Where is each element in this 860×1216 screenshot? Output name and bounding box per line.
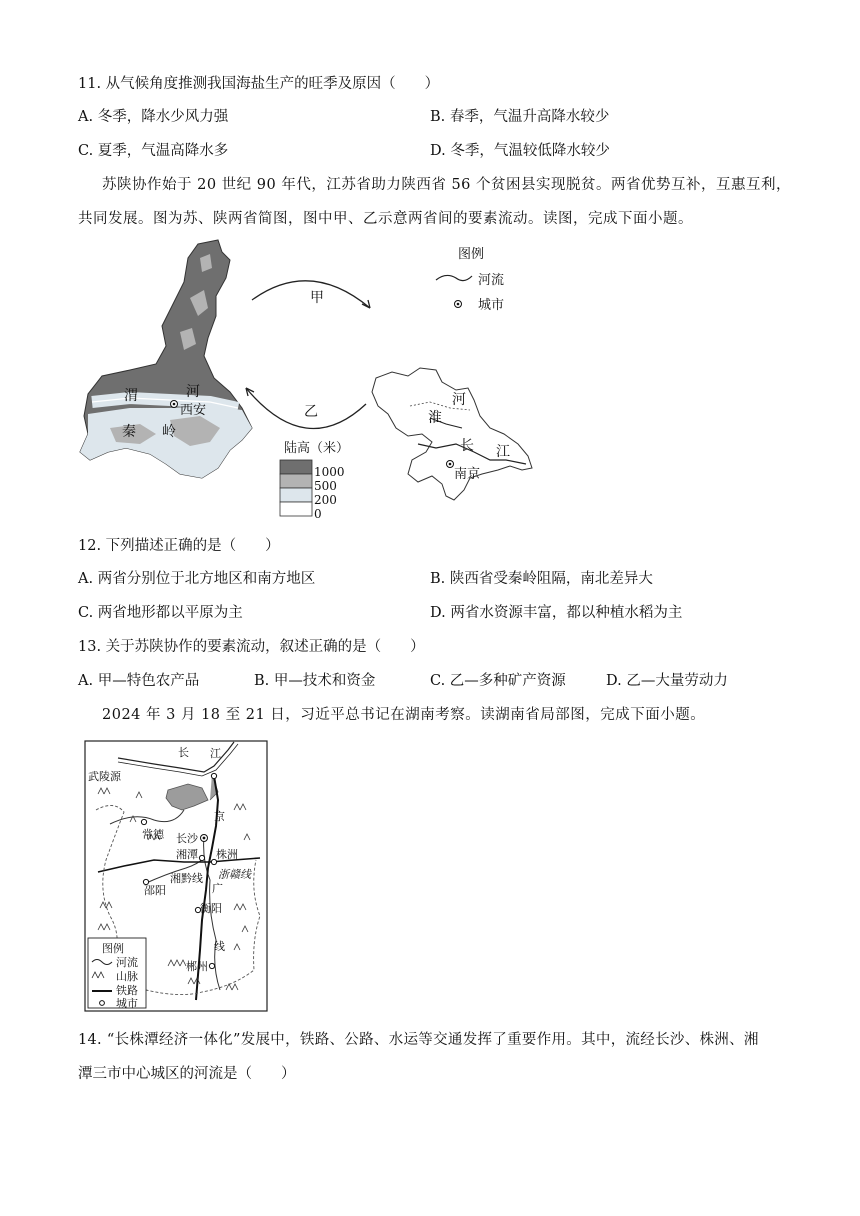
elev-1000: 1000	[314, 465, 345, 479]
q13-option-d[interactable]: D. 乙—大量劳动力	[606, 673, 728, 689]
map2-chang: 长	[178, 746, 189, 759]
map2-jing: 京	[214, 810, 225, 823]
map2-legend-city: 城市	[116, 997, 138, 1010]
elev-200: 200	[314, 493, 337, 507]
map2-xian: 线	[214, 940, 225, 953]
q11-stem: 11. 从气候角度推测我国海盐生产的旺季及原因（ ）	[78, 76, 440, 92]
passage1-line1: 苏陕协作始于 20 世纪 90 年代，江苏省助力陕西省 56 个贫困县实现脱贫。两省优势互补，互惠互利，	[102, 177, 792, 193]
elev-0: 0	[314, 507, 322, 521]
label-ling: 岭	[162, 424, 176, 440]
map2-xiangtan: 湘潭	[176, 848, 198, 861]
map2-changsha: 长沙	[176, 832, 198, 845]
map2-guang: 广	[212, 882, 223, 895]
jiangsu-province	[372, 368, 532, 500]
q12-option-d[interactable]: D. 两省水资源丰富，都以种植水稻为主	[430, 605, 683, 621]
map2-xiangqian: 湘黔线	[170, 872, 203, 885]
elev-500: 500	[314, 479, 337, 493]
q12-stem: 12. 下列描述正确的是（ ）	[78, 538, 280, 554]
hunan-map	[84, 740, 268, 1012]
map2-legend-mountain: 山脉	[116, 970, 138, 983]
arrow-jia-label: 甲	[310, 290, 324, 306]
q12-option-a[interactable]: A. 两省分别位于北方地区和南方地区	[78, 571, 316, 587]
label-js-he: 河	[452, 392, 466, 408]
elevation-legend	[280, 440, 349, 521]
map1-legend	[436, 247, 504, 313]
map2-hengyang: 衡阳	[200, 902, 222, 915]
q14-line1: 14. “长株潭经济一体化”发展中，铁路、公路、水运等交通发挥了重要作用。其中，流经长沙、株洲、湘	[78, 1032, 759, 1048]
map2-legend-river: 河流	[116, 956, 138, 969]
q11-option-d[interactable]: D. 冬季，气温较低降水较少	[430, 143, 610, 159]
legend-city: 城市	[478, 298, 505, 313]
passage1-line2: 共同发展。图为苏、陕两省简图，图中甲、乙示意两省间的要素流动。读图，完成下面小题。	[78, 211, 693, 227]
label-wei: 渭	[124, 388, 138, 404]
label-huai: 淮	[428, 410, 442, 426]
arrow-yi	[246, 388, 366, 429]
map2-zhuzhou: 株洲	[216, 848, 238, 861]
map2-legend-railway: 铁路	[116, 984, 138, 997]
label-nanjing: 南京	[454, 467, 481, 482]
map2-shaoyang: 邵阳	[144, 884, 166, 897]
arrow-yi-label: 乙	[304, 404, 318, 420]
map2-chenzhou: 郴州	[186, 960, 208, 973]
shaanxi-jiangsu-map	[70, 238, 550, 523]
q11-option-a[interactable]: A. 冬季，降水少风力强	[78, 109, 229, 125]
legend-title: 图例	[458, 247, 485, 262]
label-jiang: 江	[496, 444, 510, 460]
passage2: 2024 年 3 月 18 至 21 日，习近平总书记在湖南考察。读湖南省局部图，完成下面小题。	[102, 707, 706, 723]
shaanxi-province	[80, 240, 252, 478]
q13-stem: 13. 关于苏陕协作的要素流动，叙述正确的是（ ）	[78, 639, 425, 655]
q11-option-b[interactable]: B. 春季，气温升高降水较少	[430, 109, 610, 125]
river-legend-icon	[436, 275, 472, 280]
q12-option-c[interactable]: C. 两省地形都以平原为主	[78, 605, 243, 621]
label-xian: 西安	[180, 403, 207, 418]
map2-zhegan: 浙赣线	[218, 868, 251, 881]
map2-changde: 常德	[142, 828, 164, 841]
map2-jiang: 江	[210, 747, 221, 760]
q13-option-a[interactable]: A. 甲—特色农产品	[78, 673, 200, 689]
map2-wulingyuan: 武陵源	[88, 770, 121, 783]
q13-option-b[interactable]: B. 甲—技术和资金	[254, 673, 376, 689]
map2-legend-title: 图例	[102, 942, 124, 955]
legend-river: 河流	[478, 273, 505, 288]
elev-title: 陆高（米）	[284, 441, 350, 456]
label-he: 河	[186, 384, 200, 400]
label-chang: 长	[460, 438, 474, 454]
q11-option-c[interactable]: C. 夏季，气温高降水多	[78, 143, 229, 159]
label-qin: 秦	[122, 424, 136, 440]
q12-option-b[interactable]: B. 陕西省受秦岭阻隔，南北差异大	[430, 571, 653, 587]
q14-line2: 潭三市中心城区的河流是（ ）	[78, 1066, 296, 1082]
arrow-jia	[252, 281, 370, 308]
city-legend-icon	[100, 1001, 105, 1006]
map2-legend	[88, 938, 146, 1010]
q13-option-c[interactable]: C. 乙—多种矿产资源	[430, 673, 566, 689]
